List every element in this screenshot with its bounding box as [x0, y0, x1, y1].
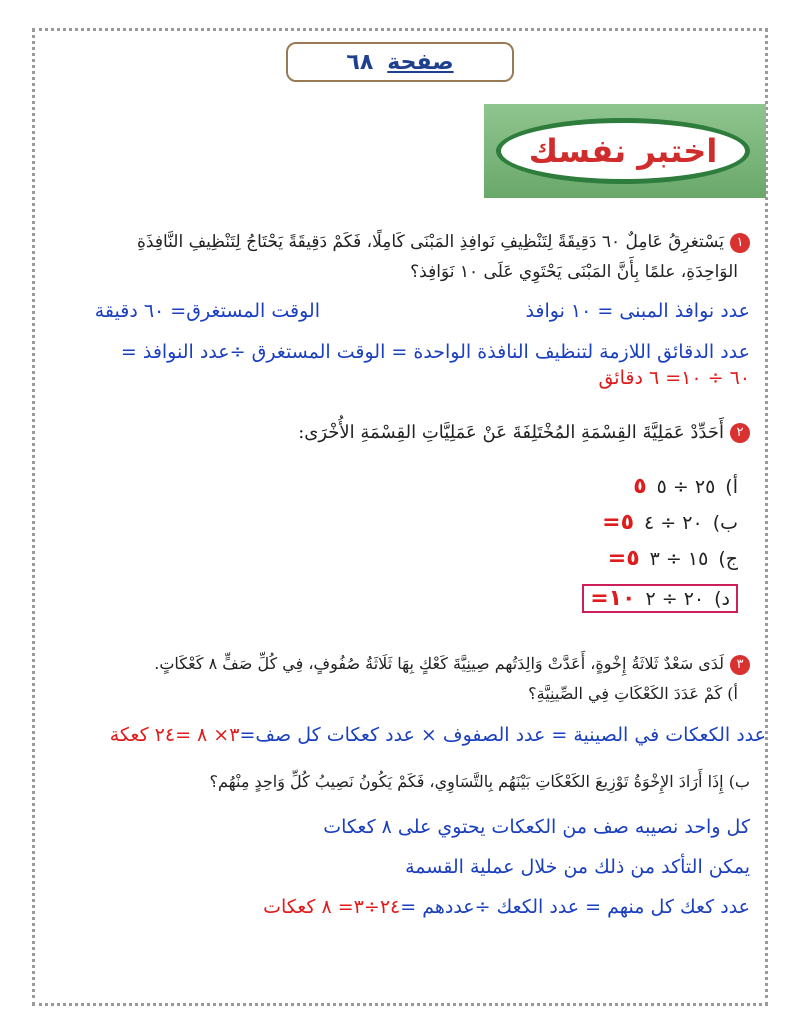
q2-option-a-answer: ٥	[633, 474, 647, 499]
q2-number-badge: ٢	[730, 423, 750, 443]
q2-option-b-answer: ٥=	[602, 510, 635, 535]
q1-number-badge: ١	[730, 233, 750, 253]
q2-option-a: أ) ٢٥ ÷ ٥ ٥	[633, 474, 738, 499]
q1-given-windows: عدد نوافذ المبنى = ١٠ نوافذ	[525, 300, 750, 322]
page-number-label	[286, 42, 514, 82]
q3-answer-b-line3: عدد كعك كل منهم = عدد الكعك ÷عددهم =٢٤÷٣= ٨ كعكات	[263, 896, 750, 918]
banner-title: اختبر نفسك	[528, 132, 718, 170]
q3-answer-a: عدد الكعكات في الصينية = عدد الصفوف × عدد كعكات كل صف=٣× ٨ =٢٤ كعكة	[109, 724, 766, 746]
page-word: صفحة	[387, 49, 454, 75]
q2-prompt: ٢أَحَدِّدْ عَمَلِيَّةَ القِسْمَةِ المُخْتَلِفَةَ عَنْ عَمَلِيَّاتِ القِسْمَةِ الأُخْرَى:	[298, 422, 750, 443]
q3-answer-b-line2: يمكن التأكد من ذلك من خلال عملية القسمة	[405, 856, 750, 878]
q3-sub-b: ب) إِذَا أَرَادَ الإِخْوَةُ تَوْزِيعَ الكَعْكَاتِ بَيْنَهُم بِالتَّسَاوِي، فَكَمْ يَكُونُ نَصِيبُ كُلِّ وَاحِدٍ مِنْهُم؟	[209, 772, 750, 791]
q2-option-d-highlighted: د) ٢٠ ÷ ٢ ١٠=	[582, 584, 738, 613]
q2-option-d-answer: ١٠=	[590, 586, 636, 611]
q1-line2: الوَاحِدَةِ، علمًا بِأَنَّ المَبْنَى يَحْتَوِي عَلَى ١٠ نَوَافِذ؟	[410, 262, 738, 282]
banner-oval	[496, 118, 750, 184]
page-number: ٦٨	[346, 49, 374, 75]
q3-line1: ٣لَدَى سَعْدٌ ثَلاثَةُ إِخْوةٍ، أَعَدَّتْ وَالِدَتُهم صِينِيَّةَ كَعْكٍ بِهَا ثَلَاثَةُ صُفُوفٍ، فِي كُلِّ صَفٍّ ٨ كَعْكَاتٍ.	[154, 654, 750, 675]
q1-line1: ١يَسْتغرِقُ عَامِلٌ ٦٠ دَقِيقَةً لِتَنْظِيفِ نَوافِذِ المَبْنَى كَامِلًا، فَكَمْ دَقِيقَةً يَحْتَاجُ لِتَنْظِيفِ النَّافِذَةِ	[137, 232, 750, 253]
q2-option-c-answer: ٥=	[607, 546, 640, 571]
q1-solution-line1: عدد الدقائق اللازمة لتنظيف النافذة الواحدة = الوقت المستغرق ÷عدد النوافذ =	[120, 341, 750, 363]
q2-option-b: ب) ٢٠ ÷ ٤ ٥=	[602, 510, 738, 535]
q3-number-badge: ٣	[730, 655, 750, 675]
q3-sub-a: أ) كَمْ عَدَدَ الكَعْكَاتِ فِي الصِّينِيَّةِ؟	[528, 684, 738, 703]
test-yourself-banner	[484, 104, 766, 198]
q3-answer-b-line1: كل واحد نصيبه صف من الكعكات يحتوي على ٨ كعكات	[323, 816, 750, 838]
q2-option-c: ج) ١٥ ÷ ٣ ٥=	[607, 546, 738, 571]
q1-given-time: الوقت المستغرق= ٦٠ دقيقة	[94, 300, 320, 322]
q1-solution-line2: ٦٠ ÷ ١٠= ٦ دقائق	[598, 367, 750, 389]
